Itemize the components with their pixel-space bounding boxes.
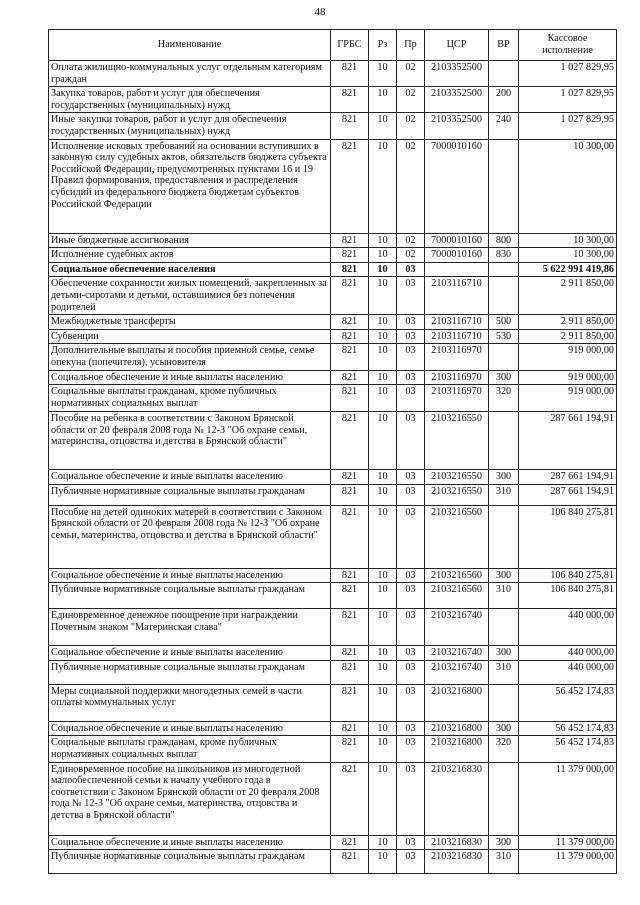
cell-csr: 2103352500	[425, 113, 489, 139]
cell-grbs: 821	[331, 568, 369, 583]
cell-grbs: 821	[331, 470, 369, 485]
cell-csr: 2103116710	[425, 277, 489, 315]
cell-name: Социальное обеспечение и иные выплаты населению	[49, 370, 331, 385]
cell-amount: 287 661 194,91	[519, 470, 617, 485]
cell-amount: 1 027 829,95	[519, 87, 617, 113]
cell-name: Оплата жилищно-коммунальных услуг отдельным категориям граждан	[49, 61, 331, 87]
cell-grbs: 821	[331, 583, 369, 609]
cell-vr: 300	[489, 835, 519, 850]
cell-csr: 2103352500	[425, 61, 489, 87]
cell-name: Исполнение судебных актов	[49, 248, 331, 263]
cell-csr: 2103216740	[425, 660, 489, 684]
cell-pr: 03	[397, 315, 425, 330]
cell-csr: 2103216800	[425, 736, 489, 762]
cell-vr: 300	[489, 470, 519, 485]
cell-rz: 10	[369, 736, 397, 762]
cell-pr: 03	[397, 721, 425, 736]
cell-vr: 310	[489, 484, 519, 505]
header-pr: Пр	[397, 30, 425, 61]
cell-vr: 240	[489, 113, 519, 139]
cell-amount: 11 379 000,00	[519, 762, 617, 835]
header-rz: Рз	[369, 30, 397, 61]
cell-pr: 03	[397, 568, 425, 583]
cell-rz: 10	[369, 344, 397, 370]
table-row	[49, 248, 617, 263]
cell-name: Публичные нормативные социальные выплаты гражданам	[49, 660, 331, 684]
cell-csr: 2103116970	[425, 385, 489, 412]
table-row	[49, 762, 617, 835]
table-header-row	[49, 30, 617, 61]
cell-amount: 2 911 850,00	[519, 315, 617, 330]
cell-vr	[489, 277, 519, 315]
cell-name: Меры социальной поддержки многодетных семей в части оплаты коммунальных услуг	[49, 684, 331, 721]
table-row	[49, 315, 617, 330]
budget-execution-table	[48, 29, 617, 874]
cell-rz: 10	[369, 87, 397, 113]
cell-amount: 10 300,00	[519, 248, 617, 263]
cell-amount: 10 300,00	[519, 233, 617, 248]
cell-name: Закупка товаров, работ и услуг для обеспечения государственных (муниципальных) нужд	[49, 87, 331, 113]
cell-amount: 440 000,00	[519, 646, 617, 661]
table-row	[49, 609, 617, 646]
cell-vr: 310	[489, 850, 519, 874]
cell-name: Социальное обеспечение и иные выплаты населению	[49, 568, 331, 583]
cell-vr: 200	[489, 87, 519, 113]
table-row	[49, 660, 617, 684]
cell-amount: 440 000,00	[519, 660, 617, 684]
cell-amount: 106 840 275,81	[519, 505, 617, 568]
cell-csr: 2103216560	[425, 568, 489, 583]
cell-name: Публичные нормативные социальные выплаты гражданам	[49, 583, 331, 609]
cell-vr: 320	[489, 736, 519, 762]
cell-csr: 2103216740	[425, 609, 489, 646]
cell-amount: 106 840 275,81	[519, 568, 617, 583]
cell-rz: 10	[369, 412, 397, 470]
table-row	[49, 277, 617, 315]
cell-pr: 03	[397, 835, 425, 850]
cell-grbs: 821	[331, 484, 369, 505]
cell-amount: 287 661 194,91	[519, 412, 617, 470]
cell-pr: 03	[397, 262, 425, 277]
cell-csr: 2103216560	[425, 505, 489, 568]
cell-vr	[489, 262, 519, 277]
cell-vr: 830	[489, 248, 519, 263]
cell-name: Пособие на ребенка в соответствии с Законом Брянской области от 20 февраля 2008 года № 12-З "Об охране семьи, материнства, отцовства и детства в Брянской области"	[49, 412, 331, 470]
table-row	[49, 61, 617, 87]
cell-rz: 10	[369, 385, 397, 412]
cell-grbs: 821	[331, 277, 369, 315]
cell-csr: 2103216800	[425, 721, 489, 736]
cell-amount: 56 452 174,83	[519, 736, 617, 762]
cell-vr	[489, 412, 519, 470]
cell-amount: 919 000,00	[519, 385, 617, 412]
cell-grbs: 821	[331, 762, 369, 835]
cell-rz: 10	[369, 505, 397, 568]
cell-name: Социальные выплаты гражданам, кроме публичных нормативных социальных выплат	[49, 385, 331, 412]
cell-csr	[425, 262, 489, 277]
cell-rz: 10	[369, 139, 397, 233]
table-row	[49, 484, 617, 505]
cell-vr: 300	[489, 568, 519, 583]
cell-pr: 03	[397, 646, 425, 661]
cell-csr: 2103216830	[425, 850, 489, 874]
cell-grbs: 821	[331, 370, 369, 385]
cell-vr	[489, 344, 519, 370]
cell-name: Социальное обеспечение и иные выплаты населению	[49, 470, 331, 485]
cell-name: Публичные нормативные социальные выплаты гражданам	[49, 850, 331, 874]
cell-rz: 10	[369, 850, 397, 874]
cell-pr: 03	[397, 385, 425, 412]
cell-amount: 2 911 850,00	[519, 277, 617, 315]
table-row	[49, 87, 617, 113]
cell-vr	[489, 762, 519, 835]
cell-amount: 919 000,00	[519, 370, 617, 385]
table-row	[49, 721, 617, 736]
table-row	[49, 370, 617, 385]
cell-pr: 03	[397, 762, 425, 835]
cell-name: Единовременное пособие на школьников из многодетной малообеспеченной семьи к началу учебного года в соответствии с Законом Брянской области от 20 февраля 2008 года № 12-З "Об охране семьи, материнства, отцовства и детства в Брянской области"	[49, 762, 331, 835]
cell-grbs: 821	[331, 505, 369, 568]
cell-name: Социальное обеспечение населения	[49, 262, 331, 277]
cell-rz: 10	[369, 233, 397, 248]
cell-amount: 919 000,00	[519, 344, 617, 370]
cell-rz: 10	[369, 721, 397, 736]
cell-vr	[489, 139, 519, 233]
table-row	[49, 835, 617, 850]
cell-grbs: 821	[331, 850, 369, 874]
cell-rz: 10	[369, 835, 397, 850]
cell-rz: 10	[369, 315, 397, 330]
cell-rz: 10	[369, 484, 397, 505]
cell-csr: 7000010160	[425, 139, 489, 233]
cell-rz: 10	[369, 762, 397, 835]
table-row	[49, 113, 617, 139]
cell-rz: 10	[369, 329, 397, 344]
cell-amount: 1 027 829,95	[519, 113, 617, 139]
cell-pr: 02	[397, 61, 425, 87]
cell-grbs: 821	[331, 315, 369, 330]
cell-vr: 320	[489, 385, 519, 412]
table-row	[49, 412, 617, 470]
cell-vr	[489, 684, 519, 721]
cell-rz: 10	[369, 470, 397, 485]
cell-csr: 2103116970	[425, 344, 489, 370]
cell-pr: 03	[397, 609, 425, 646]
cell-pr: 02	[397, 248, 425, 263]
cell-vr: 300	[489, 646, 519, 661]
cell-pr: 02	[397, 113, 425, 139]
cell-grbs: 821	[331, 609, 369, 646]
cell-csr: 2103352500	[425, 87, 489, 113]
cell-rz: 10	[369, 646, 397, 661]
cell-name: Дополнительные выплаты и пособия приемной семье, семье опекуна (попечителя), усыновителя	[49, 344, 331, 370]
cell-grbs: 821	[331, 412, 369, 470]
cell-csr: 2103216830	[425, 835, 489, 850]
cell-grbs: 821	[331, 139, 369, 233]
cell-grbs: 821	[331, 736, 369, 762]
cell-vr: 310	[489, 660, 519, 684]
cell-name: Социальные выплаты гражданам, кроме публичных нормативных социальных выплат	[49, 736, 331, 762]
cell-grbs: 821	[331, 684, 369, 721]
cell-amount: 5 622 991 419,86	[519, 262, 617, 277]
cell-vr: 500	[489, 315, 519, 330]
cell-grbs: 821	[331, 262, 369, 277]
cell-amount: 11 379 000,00	[519, 835, 617, 850]
cell-csr: 2103116710	[425, 329, 489, 344]
table-row	[49, 684, 617, 721]
cell-amount: 1 027 829,95	[519, 61, 617, 87]
cell-rz: 10	[369, 262, 397, 277]
cell-rz: 10	[369, 248, 397, 263]
cell-pr: 03	[397, 505, 425, 568]
cell-csr: 7000010160	[425, 233, 489, 248]
page-number: 48	[314, 6, 326, 18]
cell-pr: 03	[397, 684, 425, 721]
cell-vr	[489, 61, 519, 87]
cell-csr: 2103116710	[425, 315, 489, 330]
cell-vr	[489, 609, 519, 646]
cell-csr: 7000010160	[425, 248, 489, 263]
cell-pr: 03	[397, 344, 425, 370]
cell-name: Публичные нормативные социальные выплаты гражданам	[49, 484, 331, 505]
cell-pr: 02	[397, 139, 425, 233]
cell-pr: 03	[397, 660, 425, 684]
cell-rz: 10	[369, 113, 397, 139]
cell-amount: 11 379 000,00	[519, 850, 617, 874]
cell-csr: 2103216550	[425, 484, 489, 505]
cell-name: Социальное обеспечение и иные выплаты населению	[49, 721, 331, 736]
cell-grbs: 821	[331, 87, 369, 113]
cell-grbs: 821	[331, 113, 369, 139]
cell-rz: 10	[369, 583, 397, 609]
cell-rz: 10	[369, 660, 397, 684]
cell-pr: 03	[397, 412, 425, 470]
table-row	[49, 329, 617, 344]
cell-amount: 106 840 275,81	[519, 583, 617, 609]
cell-grbs: 821	[331, 721, 369, 736]
cell-pr: 03	[397, 470, 425, 485]
cell-amount: 287 661 194,91	[519, 484, 617, 505]
cell-grbs: 821	[331, 61, 369, 87]
cell-rz: 10	[369, 609, 397, 646]
cell-name: Единовременное денежное поощрение при награждении Почетным знаком "Материнская слава"	[49, 609, 331, 646]
cell-pr: 03	[397, 484, 425, 505]
cell-csr: 2103216560	[425, 583, 489, 609]
cell-grbs: 821	[331, 646, 369, 661]
header-grbs: ГРБС	[331, 30, 369, 61]
cell-rz: 10	[369, 277, 397, 315]
cell-name: Социальное обеспечение и иные выплаты населению	[49, 835, 331, 850]
header-amount: Кассовое исполнение	[519, 30, 617, 61]
cell-amount: 10 300,00	[519, 139, 617, 233]
cell-name: Социальное обеспечение и иные выплаты населению	[49, 646, 331, 661]
cell-vr	[489, 505, 519, 568]
cell-csr: 2103216550	[425, 412, 489, 470]
table-row	[49, 139, 617, 233]
cell-csr: 2103116970	[425, 370, 489, 385]
cell-vr: 300	[489, 370, 519, 385]
cell-pr: 03	[397, 736, 425, 762]
cell-vr: 310	[489, 583, 519, 609]
cell-rz: 10	[369, 684, 397, 721]
header-name: Наименование	[49, 30, 331, 61]
cell-amount: 56 452 174,83	[519, 684, 617, 721]
cell-vr: 530	[489, 329, 519, 344]
cell-rz: 10	[369, 568, 397, 583]
cell-amount: 2 911 850,00	[519, 329, 617, 344]
cell-name: Межбюджетные трансферты	[49, 315, 331, 330]
cell-pr: 02	[397, 233, 425, 248]
cell-amount: 440 000,00	[519, 609, 617, 646]
cell-amount: 56 452 174,83	[519, 721, 617, 736]
cell-pr: 03	[397, 329, 425, 344]
table-row	[49, 385, 617, 412]
cell-pr: 03	[397, 850, 425, 874]
cell-pr: 02	[397, 87, 425, 113]
cell-csr: 2103216830	[425, 762, 489, 835]
cell-rz: 10	[369, 370, 397, 385]
table-row	[49, 233, 617, 248]
cell-grbs: 821	[331, 248, 369, 263]
table-row	[49, 583, 617, 609]
cell-pr: 03	[397, 583, 425, 609]
table-row	[49, 568, 617, 583]
table-row	[49, 850, 617, 874]
cell-pr: 03	[397, 370, 425, 385]
table-row	[49, 505, 617, 568]
table-row	[49, 736, 617, 762]
cell-grbs: 821	[331, 329, 369, 344]
cell-csr: 2103216550	[425, 470, 489, 485]
cell-vr: 300	[489, 721, 519, 736]
cell-vr: 800	[489, 233, 519, 248]
cell-grbs: 821	[331, 385, 369, 412]
cell-name: Исполнение исковых требований на основании вступивших в законную силу судебных актов, обязательств бюджета субъекта Российской Федерации, предусмотренных пунктами 16 и 19 Правил формирования, предоставления и распределения субсидий из федерального бюджета бюджетам субъектов Российской Федерации	[49, 139, 331, 233]
cell-csr: 2103216800	[425, 684, 489, 721]
table-row	[49, 646, 617, 661]
cell-pr: 03	[397, 277, 425, 315]
cell-name: Обеспечение сохранности жилых помещений, закрепленных за детьми-сиротами и детьми, оставшимися без попечения родителей	[49, 277, 331, 315]
cell-grbs: 821	[331, 344, 369, 370]
cell-name: Пособие на детей одиноких матерей в соответствии с Законом Брянской области от 20 февраля 2008 года № 12-З "Об охране семьи, материнства, отцовства и детства в Брянской области"	[49, 505, 331, 568]
cell-rz: 10	[369, 61, 397, 87]
cell-name: Иные закупки товаров, работ и услуг для обеспечения государственных (муниципальных) нужд	[49, 113, 331, 139]
header-vr: ВР	[489, 30, 519, 61]
table-row	[49, 262, 617, 277]
header-csr: ЦСР	[425, 30, 489, 61]
cell-csr: 2103216740	[425, 646, 489, 661]
cell-grbs: 821	[331, 660, 369, 684]
table-row	[49, 470, 617, 485]
cell-grbs: 821	[331, 835, 369, 850]
cell-name: Субвенции	[49, 329, 331, 344]
cell-grbs: 821	[331, 233, 369, 248]
cell-name: Иные бюджетные ассигнования	[49, 233, 331, 248]
table-row	[49, 344, 617, 370]
